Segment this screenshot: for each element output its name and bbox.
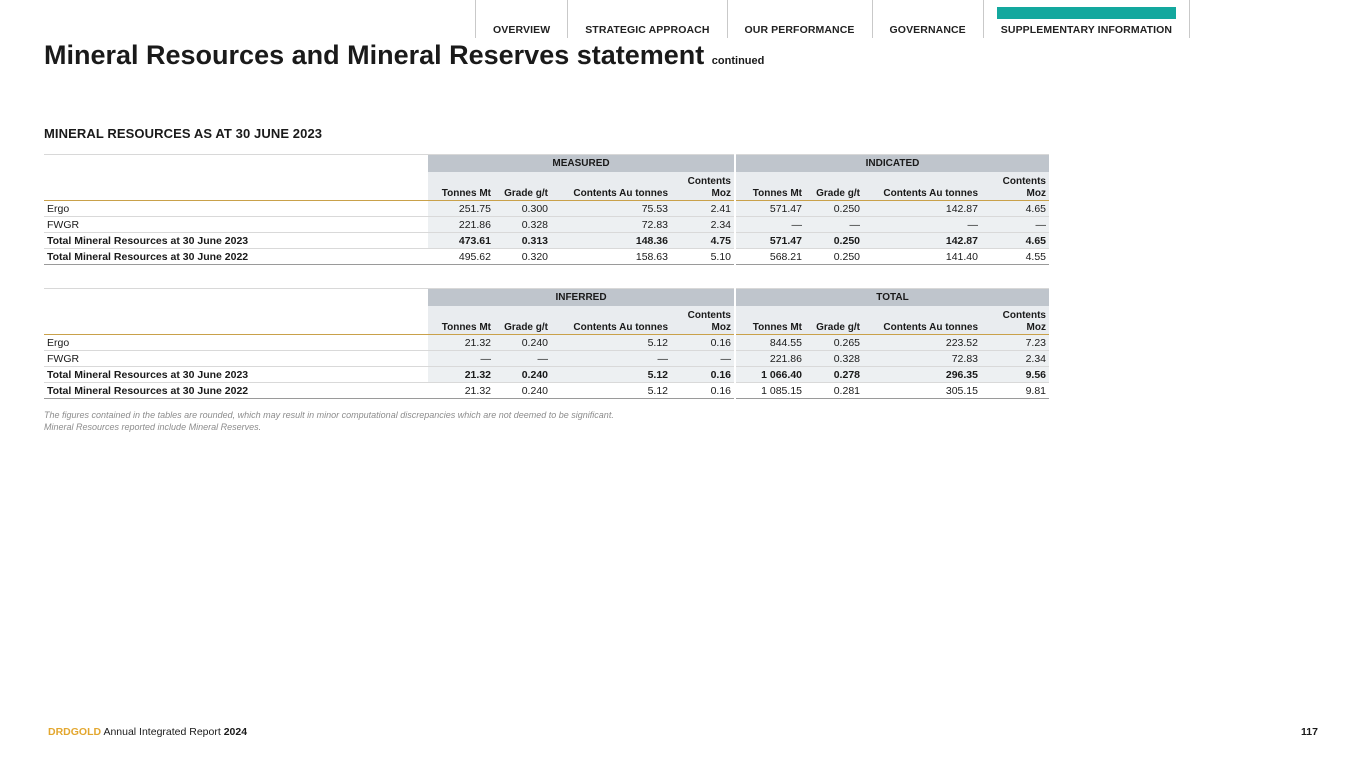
table-cell: 142.87 [863,201,981,217]
table-cell: 296.35 [863,367,981,383]
nav-item-strategic-approach[interactable] [567,0,726,38]
table-cell: 0.300 [494,201,551,217]
nav-item-label: OVERVIEW [493,24,551,36]
table-cell: 72.83 [551,217,671,233]
table-cell: — [981,217,1049,233]
page-number: 117 [1301,726,1318,738]
active-tab-indicator [997,7,1176,19]
table-cell: — [551,351,671,367]
table-cell: 495.62 [428,249,494,265]
table-cell: 221.86 [428,217,494,233]
column-header: Contents Au tonnes [863,306,981,335]
table-cell: — [863,217,981,233]
table-cell: 0.278 [805,367,863,383]
row-label: Total Mineral Resources at 30 June 2022 [44,249,428,265]
table-cell: 21.32 [428,367,494,383]
table-row [44,335,1049,351]
table-cell: 0.240 [494,383,551,399]
table-cell: 221.86 [735,351,805,367]
row-label: Total Mineral Resources at 30 June 2023 [44,233,428,249]
table-cell: 0.240 [494,335,551,351]
table-cell: 223.52 [863,335,981,351]
rounding-note: The figures contained in the tables are rounded, which may result in minor computational discrepancies which are not deemed to be significant. [44,410,614,420]
table-cell: 4.65 [981,233,1049,249]
table-cell: 305.15 [863,383,981,399]
table-cell: 0.328 [805,351,863,367]
group-header-row [44,155,1049,172]
table-row [44,367,1049,383]
row-label: FWGR [44,217,428,233]
group-header-row [44,289,1049,306]
row-label: Ergo [44,335,428,351]
group-header: TOTAL [735,289,1049,306]
row-label: Total Mineral Resources at 30 June 2023 [44,367,428,383]
table-row [44,217,1049,233]
table-cell: 75.53 [551,201,671,217]
table-cell: 571.47 [735,233,805,249]
column-header: Contents Au tonnes [863,172,981,201]
column-header: Tonnes Mt [735,172,805,201]
nav-item-overview[interactable] [475,0,567,38]
footer-year: 2024 [223,726,248,738]
table-cell: 0.328 [494,217,551,233]
table-notes [44,409,614,433]
table-cell: 0.265 [805,335,863,351]
column-header-blank [44,306,428,335]
nav-item-governance[interactable] [872,0,983,38]
table-cell: — [671,351,735,367]
column-header: Contents Moz [981,172,1049,201]
table-cell: 0.281 [805,383,863,399]
table-cell: 5.12 [551,335,671,351]
table-cell: 0.320 [494,249,551,265]
table-cell: 148.36 [551,233,671,249]
table-cell: 0.16 [671,335,735,351]
table-cell: 0.240 [494,367,551,383]
footer [48,726,247,738]
column-header: Contents Moz [671,172,735,201]
table-cell: 158.63 [551,249,671,265]
table-cell: 5.12 [551,383,671,399]
table-cell: 9.81 [981,383,1049,399]
row-label: FWGR [44,351,428,367]
column-header: Tonnes Mt [735,306,805,335]
table-cell: 251.75 [428,201,494,217]
table-cell: 21.32 [428,335,494,351]
table-cell: 141.40 [863,249,981,265]
table-cell: 9.56 [981,367,1049,383]
group-header: MEASURED [428,155,735,172]
nav-item-label: OUR PERFORMANCE [744,24,855,36]
mineral-resources-table-inferred-total [44,288,1049,399]
table-row [44,249,1049,265]
table-cell: 72.83 [863,351,981,367]
column-header-row [44,306,1049,335]
table-row [44,383,1049,399]
table-cell: 473.61 [428,233,494,249]
table-cell: 4.55 [981,249,1049,265]
table-cell: 142.87 [863,233,981,249]
page-title [44,40,764,71]
column-header: Tonnes Mt [428,306,494,335]
nav-item-label: STRATEGIC APPROACH [585,24,710,36]
nav-item-supplementary-information[interactable] [983,0,1190,38]
nav-item-label: SUPPLEMENTARY INFORMATION [1000,24,1173,36]
table-cell: 0.250 [805,233,863,249]
mineral-resources-table-measured-indicated [44,154,1049,265]
table-cell: 2.34 [671,217,735,233]
table-cell: 5.10 [671,249,735,265]
table-row [44,201,1049,217]
inclusion-note: Mineral Resources reported include Mineral Reserves. [44,422,262,432]
group-header-blank [44,155,428,172]
table-cell: 4.75 [671,233,735,249]
section-title: MINERAL RESOURCES AS AT 30 JUNE 2023 [44,126,323,141]
table-cell: 568.21 [735,249,805,265]
table-cell: 0.16 [671,367,735,383]
table-cell: 0.313 [494,233,551,249]
table-cell: 1 066.40 [735,367,805,383]
column-header: Contents Moz [671,306,735,335]
column-header: Contents Moz [981,306,1049,335]
table-cell: — [735,217,805,233]
group-header: INDICATED [735,155,1049,172]
table-cell: 2.34 [981,351,1049,367]
table-cell: 571.47 [735,201,805,217]
table-cell: 1 085.15 [735,383,805,399]
table-cell: 2.41 [671,201,735,217]
table-cell: 0.250 [805,201,863,217]
row-label: Ergo [44,201,428,217]
column-header: Tonnes Mt [428,172,494,201]
table-cell: — [494,351,551,367]
table-cell: 0.250 [805,249,863,265]
column-header: Grade g/t [494,172,551,201]
table-cell: 4.65 [981,201,1049,217]
table-cell: 844.55 [735,335,805,351]
column-header: Contents Au tonnes [551,172,671,201]
nav-item-our-performance[interactable] [727,0,872,38]
table-cell: 0.16 [671,383,735,399]
group-header-blank [44,289,428,306]
footer-brand: DRDGOLD [48,726,102,738]
column-header: Grade g/t [805,172,863,201]
column-header-row [44,172,1049,201]
page-title-suffix: continued [711,55,765,67]
column-header: Contents Au tonnes [551,306,671,335]
table-cell: 5.12 [551,367,671,383]
row-label: Total Mineral Resources at 30 June 2022 [44,383,428,399]
footer-report-name: Annual Integrated Report [103,726,221,738]
page-title-text: Mineral Resources and Mineral Reserves statement [44,40,705,70]
table-cell: 21.32 [428,383,494,399]
table-cell: — [428,351,494,367]
column-header: Grade g/t [494,306,551,335]
table-row [44,233,1049,249]
nav-item-label: GOVERNANCE [889,24,966,36]
table-row [44,351,1049,367]
column-header-blank [44,172,428,201]
top-navigation [475,0,1190,38]
table-cell: 7.23 [981,335,1049,351]
group-header: INFERRED [428,289,735,306]
table-cell: — [805,217,863,233]
column-header: Grade g/t [805,306,863,335]
